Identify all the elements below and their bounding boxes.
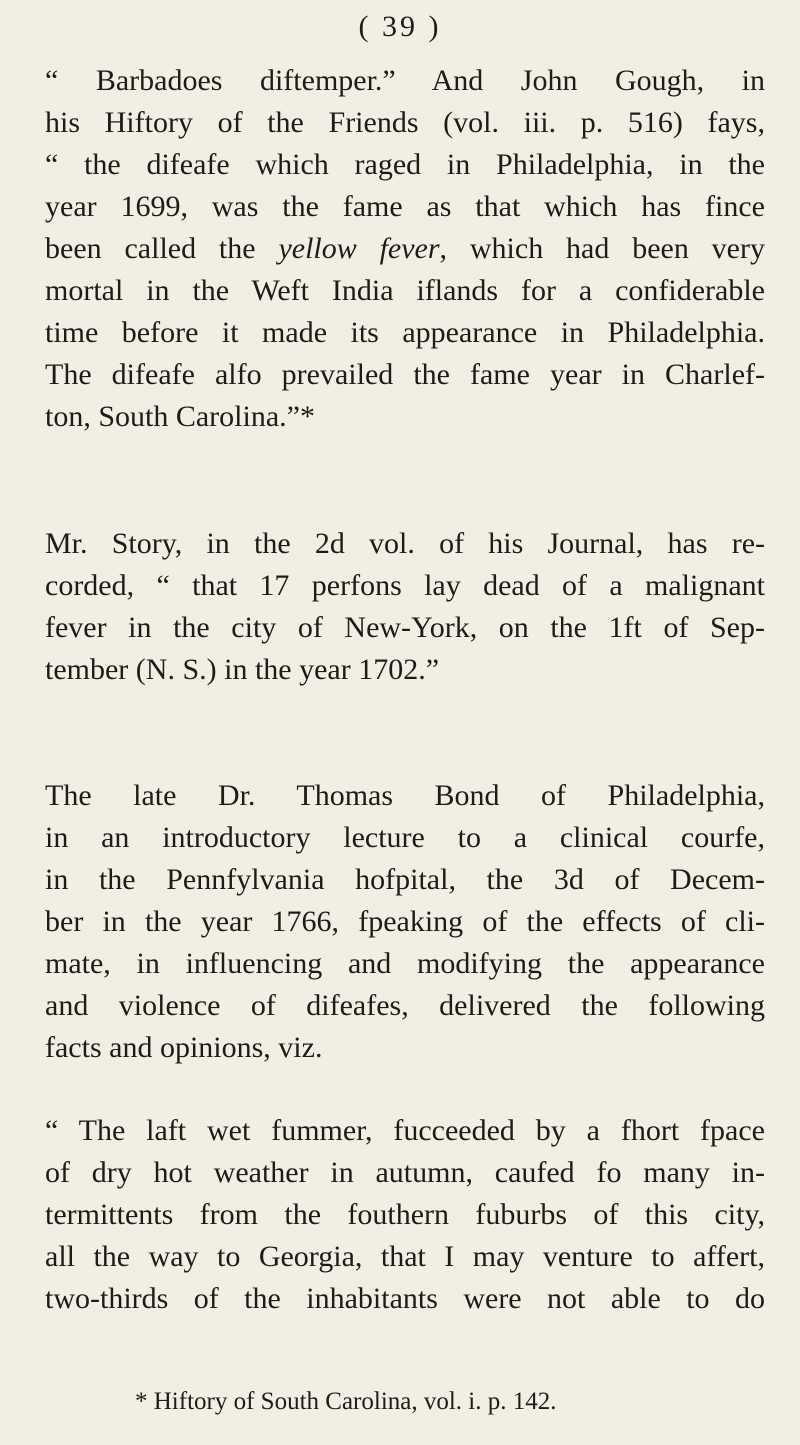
text-line: The late Dr. Thomas Bond of Philadelphia, [45,779,765,812]
text-line: facts and opinions, viz. [45,1031,323,1064]
text-line: ton, South Carolina.”* [45,400,315,433]
text-line: mate, in influencing and modifying the appearance [45,947,765,980]
text-line: fever in the city of New-York, on the 1ft of Sep- [45,611,765,644]
text-line: termittents from the fouthern fuburbs of this city, [45,1198,765,1231]
paragraph-1 [45,60,765,438]
paragraph-3 [45,775,765,1069]
text-line: year 1699, was the fame as that which has fince [45,190,765,223]
text-line: and violence of difeafes, delivered the following [45,989,765,1022]
paragraph-2 [45,523,765,691]
text-line: two-thirds of the inhabitants were not able to do [45,1282,765,1315]
text-line: been called the yellow fever, which had been very [45,232,765,265]
text-line: tember (N. S.) in the year 1702.” [45,653,440,686]
text-line: in the Pennfylvania hofpital, the 3d of Decem- [45,863,765,896]
text-line: in an introductory lecture to a clinical courfe, [45,821,765,854]
text-line: “ the difeafe which raged in Philadelphia, in the [45,148,765,181]
text-line: The difeafe alfo prevailed the fame year in Charlef- [45,358,765,391]
text-line: his Hiftory of the Friends (vol. iii. p. 516) fays, [45,106,765,139]
text-line: mortal in the Weft India iflands for a confiderable [45,274,765,307]
text-line: time before it made its appearance in Philadelphia. [45,316,765,349]
text-line: Mr. Story, in the 2d vol. of his Journal, has re- [45,527,765,560]
text-line: “ Barbadoes diftemper.” And John Gough, in [45,64,765,97]
footnote: * Hiftory of South Carolina, vol. i. p. 142. [135,1388,557,1415]
paragraph-4 [45,1110,765,1320]
text-line: “ The laft wet fummer, fucceeded by a fhort fpace [45,1114,765,1147]
page-number: ( 39 ) [358,10,442,43]
text-line: of dry hot weather in autumn, caufed fo many in- [45,1156,765,1189]
text-line: ber in the year 1766, fpeaking of the effects of cli- [45,905,765,938]
text-line: corded, “ that 17 perfons lay dead of a malignant [45,569,765,602]
italic-phrase: yellow fever [278,232,440,265]
text-line: all the way to Georgia, that I may venture to affert, [45,1240,765,1273]
